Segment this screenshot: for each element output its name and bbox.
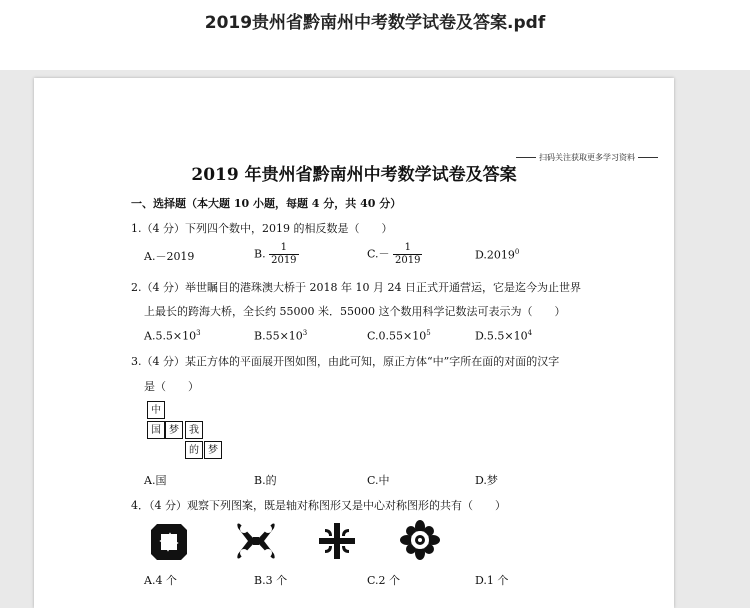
q2-option-b [254, 329, 307, 343]
q2-option-c-exponent: 5 [426, 329, 431, 337]
question-3-line-2: 是（ ） [144, 380, 199, 393]
net-cell-meng-1: 梦 [165, 421, 183, 439]
q2-option-c [367, 329, 431, 343]
question-2-line-2: 上最长的跨海大桥，全长约 55000 米．55000 这个数用科学记数法可表示为（ ） [144, 305, 566, 318]
net-cell-zhong: 中 [147, 401, 165, 419]
q2-option-b-base: B.55×10 [254, 329, 303, 343]
q4-option-a: A.4 个 [144, 574, 177, 587]
q2-option-d-base: D.5.5×10 [475, 329, 528, 343]
ornamental-cross-icon [317, 521, 357, 561]
q1-option-a: A.－2019 [144, 250, 195, 263]
file-title: 2019贵州省黔南州中考数学试卷及答案.pdf [204, 13, 546, 33]
q1-option-c [367, 242, 422, 267]
q2-option-c-base: C.0.55×10 [367, 329, 427, 343]
question-4-stem: 4．（4 分）观察下列图案，既是轴对称图形又是中心对称图形的共有（ ） [131, 499, 506, 512]
q2-option-a-exponent: 3 [196, 329, 201, 337]
question-1-stem: 1.（4 分）下列四个数中，2019 的相反数是（ ） [131, 222, 393, 235]
q1-option-d [475, 248, 519, 262]
net-cell-meng-2: 梦 [204, 441, 222, 459]
q3-option-c: C.中 [367, 474, 390, 487]
q1-option-b-fraction [269, 242, 298, 267]
q1-option-d-base: D.2019 [475, 248, 515, 262]
q2-option-a-base: A.5.5×10 [144, 329, 197, 343]
question-3-line-1: 3.（4 分）某正方体的平面展开图如图，由此可知，原正方体“中”字所在面的对面的汉字 [131, 355, 560, 368]
watermark-rule-left [516, 157, 536, 158]
watermark-label: 扫码关注获取更多学习资料 [539, 153, 635, 162]
q1-c-numerator: 1 [393, 242, 422, 255]
q1-option-c-fraction [393, 242, 422, 267]
q1-b-denominator: 2019 [271, 255, 297, 266]
flower-rosette-icon [400, 520, 440, 560]
net-cell-de: 的 [185, 441, 203, 459]
q3-option-b: B.的 [254, 474, 277, 487]
q2-option-d-exponent: 4 [527, 329, 533, 337]
q1-option-c-prefix: C.－ [367, 247, 390, 261]
watermark-rule-right [638, 157, 658, 158]
question-2-line-1: 2.（4 分）举世瞩目的港珠澳大桥于 2018 年 10 月 24 日正式开通营运，它是迄今为止世界 [131, 281, 581, 294]
butterfly-cross-icon [234, 520, 278, 562]
q2-option-b-exponent: 3 [302, 329, 308, 337]
q4-option-c: C.2 个 [367, 574, 401, 587]
section-heading: 一、选择题（本大题 10 小题，每题 4 分，共 40 分） [131, 197, 402, 210]
q2-option-a [144, 329, 201, 343]
q1-option-b-prefix: B. [254, 247, 266, 261]
q1-option-d-exponent: 0 [514, 248, 520, 256]
net-cell-guo: 国 [147, 421, 165, 439]
q3-option-d: D.梦 [475, 474, 498, 487]
q1-b-numerator: 1 [269, 242, 298, 255]
pdf-page [34, 78, 674, 608]
viewer-top-bar [0, 0, 750, 70]
q3-option-a: A.国 [144, 474, 167, 487]
q4-option-b: B.3 个 [254, 574, 288, 587]
paper-title: 2019 年贵州省黔南州中考数学试卷及答案 [191, 165, 517, 185]
q4-option-d: D.1 个 [475, 574, 509, 587]
q2-option-d [475, 329, 532, 343]
net-cell-wo: 我 [185, 421, 203, 439]
q1-c-denominator: 2019 [395, 255, 421, 266]
pinwheel-square-icon [149, 522, 189, 562]
q1-option-b [254, 242, 299, 267]
